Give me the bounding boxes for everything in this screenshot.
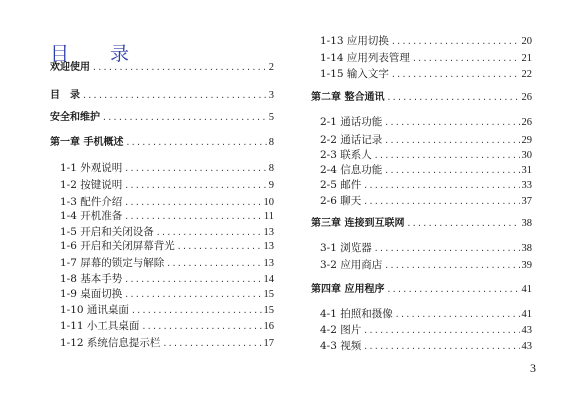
- toc-section-entry: [60, 255, 274, 271]
- toc-section-entry: [320, 162, 532, 178]
- toc-entry-page: 3: [268, 90, 274, 101]
- toc-section-entry: [60, 160, 274, 176]
- toc-chapter-entry: [50, 110, 274, 126]
- toc-section-entry: [60, 271, 274, 287]
- toc-entry-page: 15: [263, 289, 274, 300]
- toc-section-entry: [320, 66, 532, 82]
- toc-entry-page: 17: [263, 338, 274, 349]
- toc-entry-label: 4-2 图片: [320, 324, 362, 336]
- toc-entry-page: 11: [263, 211, 274, 222]
- toc-section-entry: [320, 257, 532, 273]
- toc-entry-label: 1-5 开启和关闭设备: [60, 226, 154, 238]
- toc-entry-page: 37: [521, 196, 532, 207]
- toc-dot-leader: [131, 303, 262, 319]
- toc-entry-page: 5: [268, 112, 274, 123]
- toc-entry-label: 欢迎使用: [50, 62, 90, 73]
- toc-entry-label: 3-1 浏览器: [320, 242, 372, 254]
- toc-dot-leader: [395, 307, 520, 323]
- toc-entry-label: 2-6 聊天: [320, 195, 362, 207]
- toc-entry-label: 1-2 按键说明: [60, 179, 123, 191]
- toc-entry-label: 1-7 屏幕的锁定与解除: [60, 257, 165, 269]
- toc-entry-page: 33: [521, 180, 532, 191]
- toc-entry-label: 3-2 应用商店: [320, 259, 383, 271]
- toc-dot-leader: [92, 60, 267, 76]
- toc-dot-leader: [412, 51, 520, 67]
- toc-dot-leader: [162, 336, 261, 352]
- toc-entry-page: 10: [263, 197, 274, 208]
- toc-dot-leader: [384, 258, 519, 274]
- toc-section-entry: [320, 193, 532, 209]
- toc-entry-label: 2-2 通话记录: [320, 134, 383, 146]
- toc-chapter-entry: [311, 216, 532, 232]
- toc-entry-label: 2-4 信息功能: [320, 164, 383, 176]
- toc-dot-leader: [124, 178, 267, 194]
- toc-section-entry: [320, 338, 532, 354]
- toc-entry-page: 8: [268, 137, 274, 148]
- toc-dot-leader: [102, 110, 267, 126]
- toc-entry-label: 第一章 手机概述: [50, 137, 124, 148]
- toc-section-entry: [320, 50, 532, 66]
- toc-entry-label: 2-1 通话功能: [320, 116, 383, 128]
- toc-section-entry: [320, 114, 532, 130]
- toc-section-entry: [320, 177, 532, 193]
- toc-entry-page: 29: [521, 135, 532, 146]
- toc-entry-label: 1-3 配件介绍: [60, 196, 123, 208]
- toc-section-entry: [320, 132, 532, 148]
- toc-entry-label: 1-6 开启和关闭屏幕背光: [60, 240, 175, 252]
- toc-entry-page: 26: [521, 117, 532, 128]
- toc-entry-label: 1-15 输入文字: [320, 68, 389, 80]
- toc-entry-label: 1-8 基本手势: [60, 273, 123, 285]
- toc-dot-leader: [124, 209, 262, 225]
- toc-entry-label: 第四章 应用程序: [311, 284, 385, 295]
- toc-section-entry: [60, 238, 274, 254]
- toc-entry-page: 43: [521, 325, 532, 336]
- toc-entry-page: 13: [263, 227, 274, 238]
- toc-section-entry: [60, 208, 274, 224]
- toc-entry-page: 43: [521, 341, 532, 352]
- toc-dot-leader: [125, 135, 266, 151]
- toc-entry-page: 26: [521, 92, 532, 103]
- toc-section-entry: [320, 147, 532, 163]
- toc-dot-leader: [82, 88, 267, 104]
- toc-entry-label: 2-5 邮件: [320, 179, 362, 191]
- toc-entry-label: 1-13 应用切换: [320, 35, 389, 47]
- toc-entry-page: 22: [521, 69, 532, 80]
- toc-entry-label: 2-3 联系人: [320, 149, 372, 161]
- toc-entry-page: 30: [521, 150, 532, 161]
- page-number: 3: [530, 361, 536, 375]
- toc-chapter-entry: [311, 90, 532, 106]
- toc-chapter-entry: [50, 88, 274, 104]
- toc-dot-leader: [141, 319, 261, 335]
- toc-dot-leader: [363, 194, 519, 210]
- toc-entry-page: 16: [263, 321, 274, 332]
- toc-entry-page: 41: [521, 309, 532, 320]
- toc-dot-leader: [391, 67, 520, 83]
- toc-dot-leader: [166, 256, 261, 272]
- toc-section-entry: [60, 286, 274, 302]
- toc-entry-page: 41: [521, 284, 532, 295]
- toc-entry-label: 1-9 桌面切换: [60, 288, 123, 300]
- toc-entry-page: 39: [521, 260, 532, 271]
- toc-dot-leader: [386, 90, 519, 106]
- toc-dot-leader: [386, 282, 519, 298]
- toc-entry-page: 14: [263, 274, 274, 285]
- toc-entry-page: 38: [521, 218, 532, 229]
- toc-entry-page: 13: [263, 241, 274, 252]
- toc-dot-leader: [363, 323, 519, 339]
- toc-dot-leader: [124, 287, 261, 303]
- toc-entry-label: 1-14 应用列表管理: [320, 52, 410, 64]
- toc-entry-label: 4-3 视频: [320, 340, 362, 352]
- toc-chapter-entry: [311, 282, 532, 298]
- toc-section-entry: [60, 335, 274, 351]
- toc-section-entry: [60, 318, 274, 334]
- toc-chapter-entry: [50, 60, 274, 76]
- toc-dot-leader: [374, 241, 520, 257]
- toc-dot-leader: [406, 216, 519, 232]
- toc-entry-label: 1-12 系统信息提示栏: [60, 337, 161, 349]
- toc-entry-label: 1-11 小工具桌面: [60, 320, 140, 332]
- toc-entry-label: 1-1 外观说明: [60, 162, 123, 174]
- toc-entry-label: 1-4 开机准备: [60, 210, 123, 222]
- toc-title: 目 录: [50, 43, 141, 65]
- toc-entry-page: 21: [521, 53, 532, 64]
- toc-entry-label: 1-10 通讯桌面: [60, 304, 129, 316]
- toc-dot-leader: [124, 161, 267, 177]
- toc-section-entry: [60, 177, 274, 193]
- toc-section-entry: [320, 240, 532, 256]
- toc-entry-page: 9: [268, 180, 274, 191]
- toc-dot-leader: [363, 178, 519, 194]
- toc-dot-leader: [177, 239, 262, 255]
- toc-entry-label: 第二章 整合通讯: [311, 92, 385, 103]
- toc-entry-page: 2: [268, 62, 274, 73]
- toc-dot-leader: [363, 339, 519, 355]
- toc-entry-page: 38: [521, 243, 532, 254]
- toc-entry-page: 20: [521, 36, 532, 47]
- toc-section-entry: [320, 322, 532, 338]
- toc-entry-page: 15: [263, 305, 274, 316]
- toc-entry-label: 安全和维护: [50, 112, 100, 123]
- toc-entry-page: 13: [263, 258, 274, 269]
- toc-dot-leader: [391, 34, 520, 50]
- toc-entry-label: 4-1 拍照和摄像: [320, 308, 393, 320]
- toc-section-entry: [320, 33, 532, 49]
- toc-dot-leader: [384, 115, 519, 131]
- toc-section-entry: [320, 306, 532, 322]
- toc-chapter-entry: [50, 135, 274, 151]
- toc-entry-page: 8: [268, 163, 274, 174]
- toc-entry-label: 目 录: [50, 90, 80, 101]
- toc-section-entry: [60, 302, 274, 318]
- toc-entry-page: 31: [521, 165, 532, 176]
- toc-entry-label: 第三章 连接到互联网: [311, 218, 405, 229]
